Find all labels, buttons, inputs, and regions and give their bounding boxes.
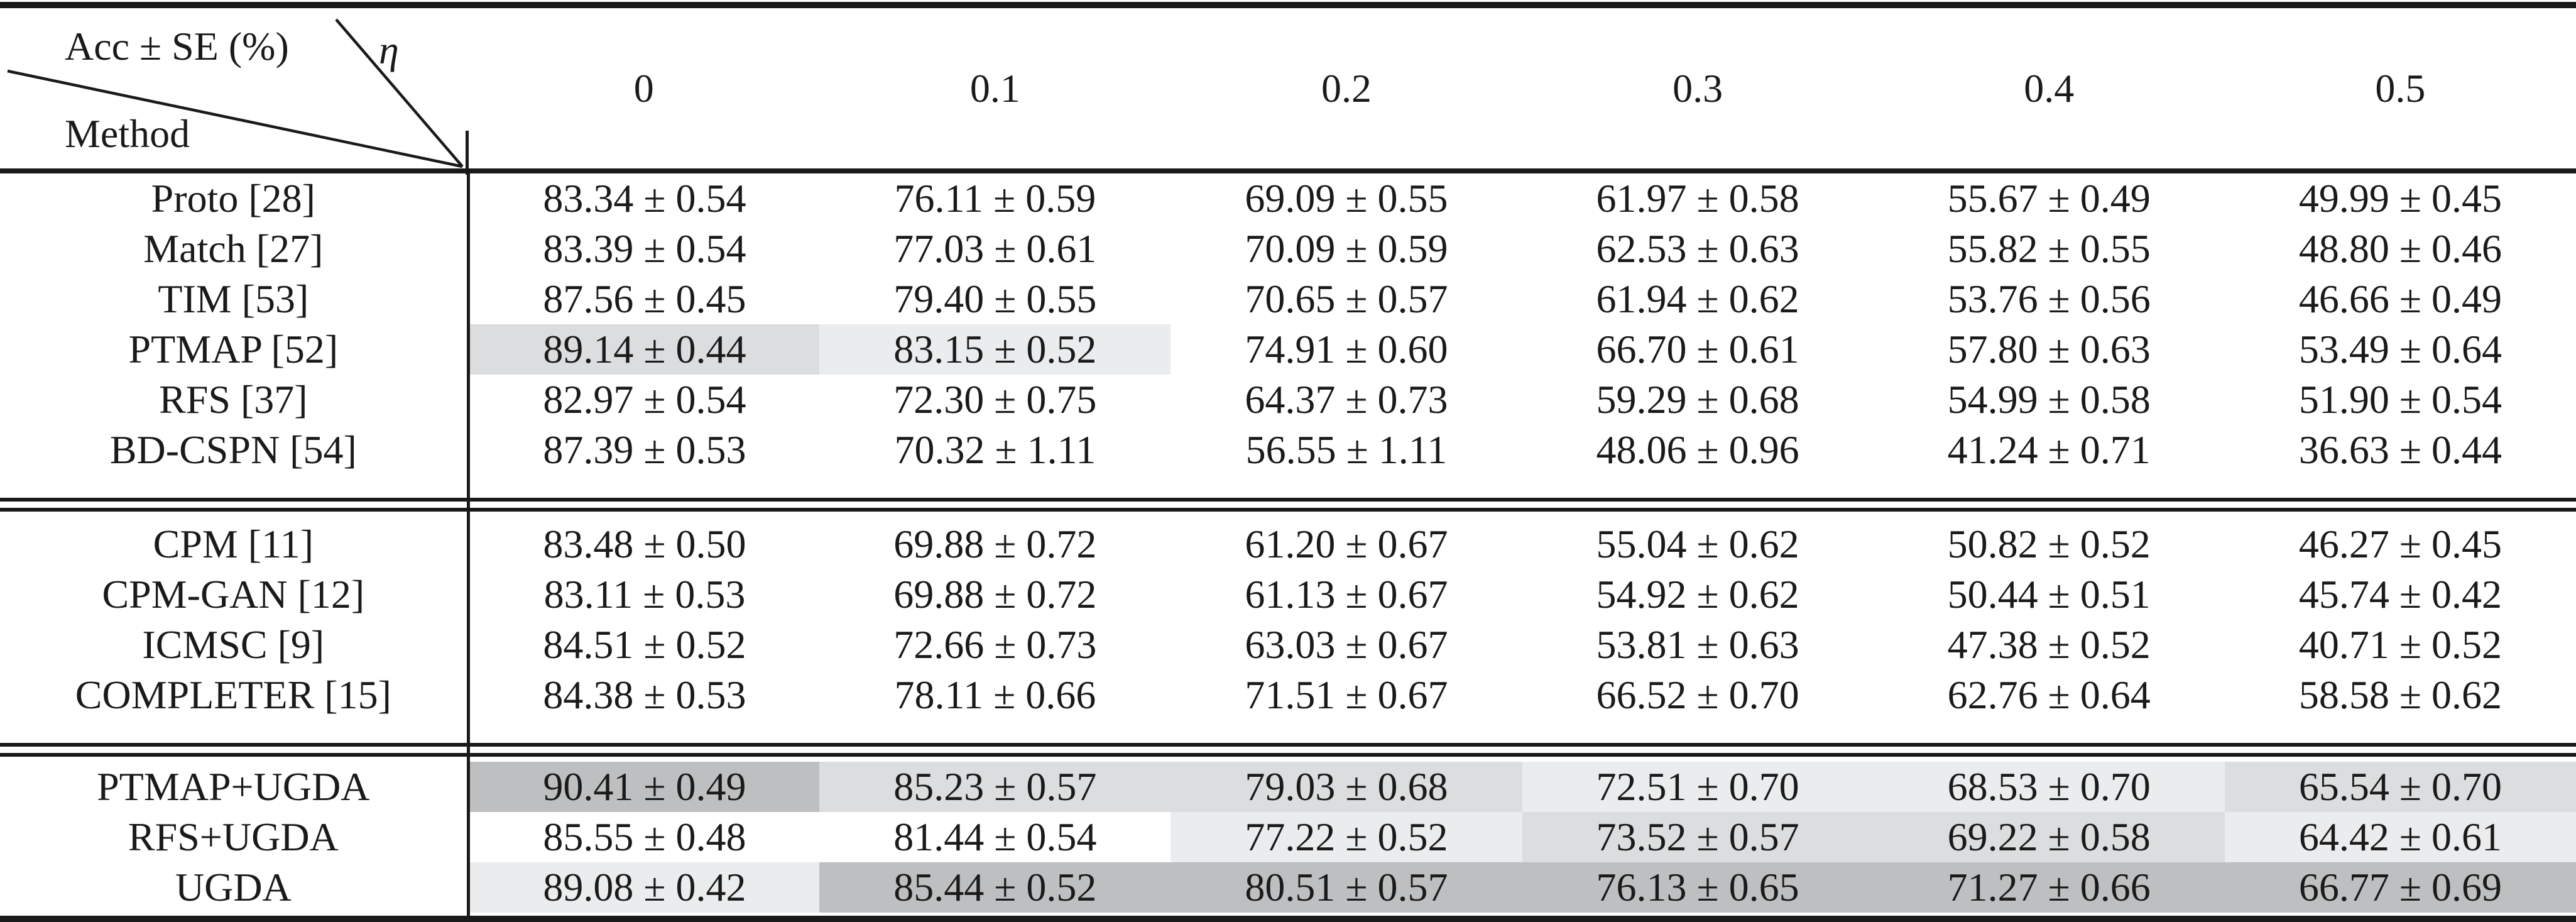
value-cell: 50.82 ± 0.52 — [1947, 522, 2151, 566]
method-label: BD-CSPN [54] — [109, 427, 357, 472]
group-separator-gap — [0, 720, 2576, 745]
method-label: CPM [11] — [153, 522, 314, 566]
separator-method-segment — [0, 755, 468, 762]
table-row — [0, 569, 2576, 620]
separator-method-segment — [0, 720, 468, 745]
value-cell: 40.71 ± 0.52 — [2298, 622, 2502, 667]
value-cell: 72.66 ± 0.73 — [893, 622, 1097, 667]
table-body — [0, 171, 2576, 919]
value-cell-highlighted-rank2: 85.23 ± 0.57 — [819, 762, 1171, 812]
value-cell: 41.24 ± 0.71 — [1947, 427, 2151, 472]
diagbox-corner-cell — [0, 5, 468, 171]
value-cell: 62.76 ± 0.64 — [1947, 672, 2151, 717]
corner-method-label: Method — [65, 111, 190, 156]
value-cell: 72.30 ± 0.75 — [893, 377, 1097, 422]
value-cell: 71.51 ± 0.67 — [1245, 672, 1448, 717]
value-cell: 63.03 ± 0.67 — [1245, 622, 1448, 667]
table-row — [0, 519, 2576, 569]
value-cell: 48.80 ± 0.46 — [2298, 226, 2502, 271]
value-cell: 87.56 ± 0.45 — [468, 274, 819, 324]
separator-data-segment — [468, 755, 2576, 762]
value-cell: 59.29 ± 0.68 — [1596, 377, 1799, 422]
value-cell: 85.55 ± 0.48 — [468, 812, 819, 862]
value-cell: 45.74 ± 0.42 — [2298, 572, 2502, 617]
value-cell: 82.97 ± 0.54 — [468, 375, 819, 425]
value-cell-highlighted-rank2: 73.52 ± 0.57 — [1522, 812, 1874, 862]
value-cell: 87.39 ± 0.53 — [468, 425, 819, 475]
method-label: PTMAP [52] — [128, 327, 339, 371]
value-cell-highlighted-rank1: 66.77 ± 0.69 — [2225, 862, 2576, 913]
value-cell-highlighted-rank1: 71.27 ± 0.66 — [1874, 862, 2225, 913]
table-row — [0, 171, 2576, 224]
value-cell: 64.37 ± 0.73 — [1245, 377, 1448, 422]
column-divider-stub — [466, 131, 469, 175]
value-cell: 84.51 ± 0.52 — [468, 620, 819, 670]
value-cell: 55.04 ± 0.62 — [1596, 522, 1799, 566]
value-cell: 53.76 ± 0.56 — [1947, 277, 2151, 321]
value-cell: 83.11 ± 0.53 — [468, 569, 819, 620]
value-cell-highlighted-rank3: 77.22 ± 0.52 — [1171, 812, 1522, 862]
value-cell: 66.52 ± 0.70 — [1596, 672, 1799, 717]
eta-column-header: 0.4 — [1874, 5, 2225, 171]
value-cell-highlighted-rank1: 90.41 ± 0.49 — [468, 762, 819, 812]
method-label: COMPLETER [15] — [75, 672, 391, 717]
value-cell: 76.11 ± 0.59 — [894, 176, 1096, 221]
value-cell: 83.34 ± 0.54 — [468, 171, 819, 224]
value-cell: 61.97 ± 0.58 — [1596, 176, 1799, 221]
value-cell-highlighted-rank2: 65.54 ± 0.70 — [2225, 762, 2576, 812]
eta-column-header: 0.1 — [819, 5, 1171, 171]
separator-method-segment — [0, 913, 468, 919]
group-separator-rule — [0, 745, 2576, 755]
table-row — [0, 224, 2576, 274]
separator-data-segment — [468, 745, 2576, 755]
table-row — [0, 812, 2576, 862]
value-cell-highlighted-rank2: 69.22 ± 0.58 — [1874, 812, 2225, 862]
value-cell: 70.32 ± 1.11 — [894, 427, 1096, 472]
table-row — [0, 762, 2576, 812]
value-cell: 61.20 ± 0.67 — [1245, 522, 1448, 566]
table-row — [0, 670, 2576, 720]
method-label: ICMSC [9] — [142, 622, 325, 667]
header-row — [0, 5, 2576, 171]
separator-method-segment — [0, 510, 468, 519]
method-label: UGDA — [175, 865, 292, 909]
eta-column-header: 0.5 — [2225, 5, 2576, 171]
value-cell-highlighted-rank1: 80.51 ± 0.57 — [1171, 862, 1522, 913]
value-cell: 69.88 ± 0.72 — [893, 572, 1097, 617]
value-cell: 49.99 ± 0.45 — [2298, 176, 2502, 221]
value-cell: 46.66 ± 0.49 — [2298, 277, 2502, 321]
separator-data-segment — [468, 510, 2576, 519]
value-cell-highlighted-rank3: 72.51 ± 0.70 — [1522, 762, 1874, 812]
value-cell: 55.67 ± 0.49 — [1947, 176, 2151, 221]
value-cell: 79.40 ± 0.55 — [893, 277, 1097, 321]
value-cell-highlighted-rank1: 85.44 ± 0.52 — [819, 862, 1171, 913]
group-separator-rule — [0, 500, 2576, 510]
table-row — [0, 620, 2576, 670]
value-cell: 66.70 ± 0.61 — [1596, 327, 1799, 371]
value-cell: 62.53 ± 0.63 — [1596, 226, 1799, 271]
table-row — [0, 425, 2576, 475]
value-cell: 58.58 ± 0.62 — [2298, 672, 2502, 717]
value-cell: 78.11 ± 0.66 — [894, 672, 1096, 717]
value-cell: 51.90 ± 0.54 — [2298, 377, 2502, 422]
method-label: Proto [28] — [151, 176, 315, 221]
value-cell: 61.13 ± 0.67 — [1245, 572, 1448, 617]
group-separator-gap — [0, 475, 2576, 500]
separator-method-segment — [0, 500, 468, 510]
value-cell: 57.80 ± 0.63 — [1947, 327, 2151, 371]
value-cell-highlighted-rank2: 79.03 ± 0.68 — [1171, 762, 1522, 812]
value-cell-highlighted-rank1: 76.13 ± 0.65 — [1522, 862, 1874, 913]
eta-column-header: 0.3 — [1522, 5, 1874, 171]
value-cell: 46.27 ± 0.45 — [2298, 522, 2502, 566]
eta-column-header: 0.2 — [1171, 5, 1522, 171]
table-row — [0, 375, 2576, 425]
value-cell: 54.92 ± 0.62 — [1596, 572, 1799, 617]
separator-data-segment — [468, 500, 2576, 510]
table-row — [0, 274, 2576, 324]
separator-data-segment — [468, 720, 2576, 745]
method-label: PTMAP+UGDA — [97, 764, 370, 809]
separator-method-segment — [0, 475, 468, 500]
value-cell: 61.94 ± 0.62 — [1596, 277, 1799, 321]
method-label: Match [27] — [143, 226, 324, 271]
value-cell: 84.38 ± 0.53 — [468, 670, 819, 720]
table-row — [0, 324, 2576, 375]
value-cell: 47.38 ± 0.52 — [1947, 622, 2151, 667]
group-separator-gap — [0, 913, 2576, 919]
value-cell: 69.09 ± 0.55 — [1245, 176, 1448, 221]
separator-data-segment — [468, 475, 2576, 500]
method-label: CPM-GAN [12] — [102, 572, 365, 617]
value-cell-highlighted-rank3: 68.53 ± 0.70 — [1874, 762, 2225, 812]
value-cell-highlighted-rank3: 83.15 ± 0.52 — [819, 324, 1171, 375]
method-label: TIM [53] — [158, 277, 309, 321]
eta-column-header: 0 — [468, 5, 819, 171]
group-separator-gap — [0, 510, 2576, 519]
value-cell: 50.44 ± 0.51 — [1947, 572, 2151, 617]
separator-method-segment — [0, 745, 468, 755]
value-cell: 77.03 ± 0.61 — [893, 226, 1097, 271]
group-separator-gap — [0, 755, 2576, 762]
corner-eta-symbol: η — [379, 28, 399, 72]
value-cell: 54.99 ± 0.58 — [1947, 377, 2151, 422]
separator-data-segment — [468, 913, 2576, 919]
value-cell: 53.49 ± 0.64 — [2298, 327, 2502, 371]
value-cell: 70.09 ± 0.59 — [1245, 226, 1448, 271]
table-row — [0, 862, 2576, 913]
value-cell: 69.88 ± 0.72 — [893, 522, 1097, 566]
value-cell-highlighted-rank2: 89.14 ± 0.44 — [468, 324, 819, 375]
value-cell: 48.06 ± 0.96 — [1596, 427, 1799, 472]
value-cell: 83.48 ± 0.50 — [468, 519, 819, 569]
value-cell: 36.63 ± 0.44 — [2298, 427, 2502, 472]
value-cell-highlighted-rank3: 64.42 ± 0.61 — [2225, 812, 2576, 862]
value-cell: 56.55 ± 1.11 — [1245, 427, 1448, 472]
value-cell: 55.82 ± 0.55 — [1947, 226, 2151, 271]
value-cell: 81.44 ± 0.54 — [893, 815, 1097, 859]
method-label: RFS+UGDA — [128, 815, 339, 859]
value-cell: 70.65 ± 0.57 — [1245, 277, 1448, 321]
value-cell: 83.39 ± 0.54 — [468, 224, 819, 274]
method-label: RFS [37] — [159, 377, 308, 422]
value-cell: 74.91 ± 0.60 — [1245, 327, 1448, 371]
results-table — [0, 2, 2576, 922]
value-cell: 53.81 ± 0.63 — [1596, 622, 1799, 667]
value-cell-highlighted-rank3: 89.08 ± 0.42 — [468, 862, 819, 913]
corner-acc-se-label: Acc ± SE (%) — [65, 24, 289, 69]
